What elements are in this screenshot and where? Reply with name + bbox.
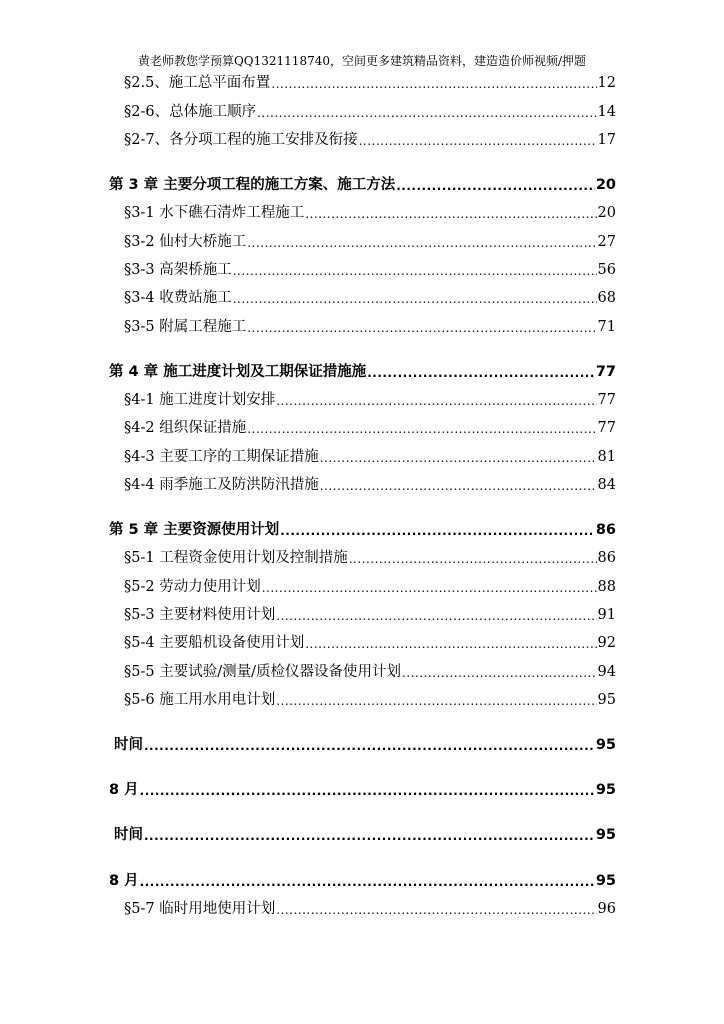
toc-entry-page: 95 <box>595 782 616 798</box>
toc-entry[interactable] <box>124 390 616 410</box>
toc-entry-label: §4-2 组织保证措施 <box>124 420 247 436</box>
toc-entry-page: 20 <box>595 177 616 193</box>
toc-entry-label: §2-6、总体施工顺序 <box>124 104 257 120</box>
toc-entry-page: 27 <box>597 234 616 250</box>
toc-entry-page: 68 <box>597 290 616 306</box>
toc-entry[interactable] <box>124 203 616 223</box>
toc-leader-dots <box>247 418 596 438</box>
toc-entry-label: §5-7 临时用地使用计划 <box>124 901 276 917</box>
toc-entry-page: 84 <box>597 477 616 493</box>
toc-entry-page: 20 <box>597 205 616 221</box>
toc-leader-dots <box>320 475 597 495</box>
toc-entry-page: 88 <box>597 579 616 595</box>
toc-chapter-entry[interactable] <box>109 520 616 540</box>
toc-entry-label: §4-4 雨季施工及防洪防汛措施 <box>124 477 319 493</box>
toc-leader-dots <box>144 735 595 755</box>
toc-entry-label: 8 月 <box>109 782 139 798</box>
toc-chapter-entry[interactable] <box>109 871 616 891</box>
toc-entry-page: 92 <box>597 635 616 651</box>
toc-entry-label: 第 4 章 施工进度计划及工期保证措施施 <box>109 364 367 380</box>
toc-chapter-entry[interactable] <box>109 780 616 800</box>
toc-leader-dots <box>280 520 595 540</box>
toc-entry[interactable] <box>124 662 616 682</box>
toc-entry-page: 77 <box>595 364 616 380</box>
toc-leader-dots <box>262 577 597 597</box>
toc-chapter-entry[interactable] <box>114 735 616 755</box>
toc-entry[interactable] <box>124 418 616 438</box>
toc-entry[interactable] <box>124 317 616 337</box>
toc-entry[interactable] <box>124 605 616 625</box>
toc-entry-label: §3-5 附属工程施工 <box>124 319 247 335</box>
toc-entry-label: §5-5 主要试验/测量/质检仪器设备使用计划 <box>124 664 401 680</box>
toc-entry[interactable] <box>124 577 616 597</box>
toc-entry[interactable] <box>124 102 616 122</box>
toc-entry[interactable] <box>124 130 616 150</box>
toc-entry-label: §3-1 水下礁石清炸工程施工 <box>124 205 305 221</box>
toc-entry-label: §2-7、各分项工程的施工安排及衔接 <box>124 132 358 148</box>
toc-entry-label: §2.5、施工总平面布置 <box>124 75 271 91</box>
toc-leader-dots <box>247 232 596 252</box>
toc-entry-page: 81 <box>597 449 616 465</box>
toc-entry[interactable] <box>124 633 616 653</box>
toc-entry[interactable] <box>124 690 616 710</box>
toc-entry-label: 时间 <box>114 737 143 753</box>
toc-entry-page: 77 <box>597 392 616 408</box>
toc-entry-label: §5-3 主要材料使用计划 <box>124 607 276 623</box>
toc-chapter-entry[interactable] <box>114 825 616 845</box>
toc-entry-page: 12 <box>597 75 616 91</box>
toc-entry[interactable] <box>124 260 616 280</box>
toc-leader-dots <box>276 690 596 710</box>
toc-entry[interactable] <box>124 73 616 93</box>
toc-entry-label: §5-2 劳动力使用计划 <box>124 579 261 595</box>
toc-entry-page: 56 <box>597 262 616 278</box>
toc-entry-page: 77 <box>597 420 616 436</box>
toc-entry[interactable] <box>124 899 616 919</box>
toc-entry-label: §3-3 高架桥施工 <box>124 262 232 278</box>
toc-entry-page: 17 <box>597 132 616 148</box>
toc-leader-dots <box>140 871 595 891</box>
toc-leader-dots <box>320 447 597 467</box>
toc-leader-dots <box>271 73 596 93</box>
toc-entry-label: §4-1 施工进度计划安排 <box>124 392 276 408</box>
toc-entry-page: 95 <box>597 692 616 708</box>
toc-entry-label: §5-1 工程资金使用计划及控制措施 <box>124 550 348 566</box>
toc-entry-label: §4-3 主要工序的工期保证措施 <box>124 449 319 465</box>
toc-leader-dots <box>402 662 597 682</box>
toc-chapter-entry[interactable] <box>109 362 616 382</box>
toc-entry-page: 94 <box>597 664 616 680</box>
toc-leader-dots <box>257 102 596 122</box>
toc-leader-dots <box>247 317 596 337</box>
toc-entry-page: 86 <box>597 550 616 566</box>
toc-entry-page: 91 <box>597 607 616 623</box>
toc-leader-dots <box>305 633 596 653</box>
toc-leader-dots <box>396 175 595 195</box>
toc-leader-dots <box>144 825 595 845</box>
toc-leader-dots <box>233 260 597 280</box>
toc-leader-dots <box>276 390 596 410</box>
toc-entry-page: 95 <box>595 873 616 889</box>
toc-entry[interactable] <box>124 232 616 252</box>
toc-entry-label: 时间 <box>114 827 143 843</box>
toc-entry-page: 95 <box>595 827 616 843</box>
toc-entry-label: §3-4 收费站施工 <box>124 290 232 306</box>
toc-leader-dots <box>305 203 596 223</box>
toc-entry-page: 96 <box>597 901 616 917</box>
toc-entry-label: 8 月 <box>109 873 139 889</box>
toc-entry[interactable] <box>124 447 616 467</box>
toc-entry-page: 71 <box>597 319 616 335</box>
toc-leader-dots <box>276 899 596 919</box>
toc-leader-dots <box>349 548 597 568</box>
toc-entry[interactable] <box>124 475 616 495</box>
toc-leader-dots <box>276 605 596 625</box>
toc-leader-dots <box>367 362 595 382</box>
toc-entry-label: §3-2 仙村大桥施工 <box>124 234 247 250</box>
toc-entry-page: 95 <box>595 737 616 753</box>
toc-leader-dots <box>359 130 597 150</box>
toc-entry[interactable] <box>124 548 616 568</box>
toc-entry[interactable] <box>124 288 616 308</box>
toc-entry-label: 第 3 章 主要分项工程的施工方案、施工方法 <box>109 177 396 193</box>
page-header: 黄老师教您学预算QQ1321118740，空间更多建筑精品资料，建造造价师视频/押题 <box>137 54 587 68</box>
toc-entry-page: 14 <box>597 104 616 120</box>
toc-entry-label: 第 5 章 主要资源使用计划 <box>109 522 280 538</box>
toc-leader-dots <box>233 288 597 308</box>
toc-entry-label: §5-6 施工用水用电计划 <box>124 692 276 708</box>
toc-chapter-entry[interactable] <box>109 175 616 195</box>
toc-entry-label: §5-4 主要船机设备使用计划 <box>124 635 305 651</box>
toc-leader-dots <box>140 780 595 800</box>
toc-entry-page: 86 <box>595 522 616 538</box>
